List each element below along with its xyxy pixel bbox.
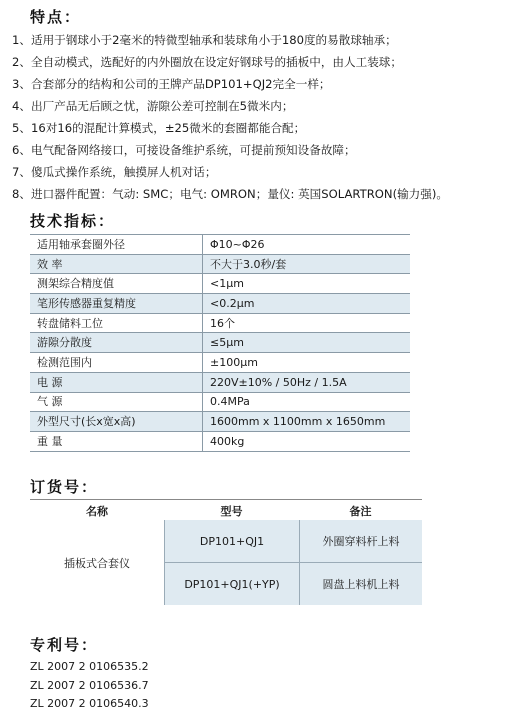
spec-value: 400kg — [203, 431, 411, 451]
spec-key: 气 源 — [30, 392, 203, 412]
spec-value: 1600mm x 1100mm x 1650mm — [203, 412, 411, 432]
spec-key: 检测范围内 — [30, 353, 203, 373]
spec-row — [30, 254, 410, 274]
patent-number: ZL 2007 2 0106540.3 — [30, 697, 149, 710]
feature-item: 1、适用于钢球小于2毫米的特微型轴承和装球角小于180度的易散球轴承； — [12, 33, 397, 47]
feature-item: 6、电气配备网络接口，可接设备维护系统，可提前预知设备故障； — [12, 143, 356, 157]
feature-item: 8、进口器件配置：气动: SMC；电气: OMRON；量仪: 英国SOLARTRON(输力强)。 — [12, 187, 448, 201]
feature-item: 7、傻瓜式操作系统，触摸屏人机对话； — [12, 165, 217, 179]
spec-row — [30, 274, 410, 294]
patent-number: ZL 2007 2 0106535.2 — [30, 660, 149, 673]
spec-key: 适用轴承套圈外径 — [30, 235, 203, 255]
spec-value: 0.4MPa — [203, 392, 411, 412]
order-model: DP101+QJ1(+YP) — [165, 563, 299, 605]
spec-value: Φ10~Φ26 — [203, 235, 411, 255]
spec-row — [30, 431, 410, 451]
specs-title: 技术指标： — [30, 212, 116, 230]
feature-item: 5、16对16的混配计算模式，±25微米的套圈都能合配； — [12, 121, 306, 135]
patents-list — [30, 658, 149, 714]
spec-key: 外型尺寸(长x宽x高) — [30, 412, 203, 432]
features-title: 特点： — [30, 8, 82, 26]
spec-row — [30, 313, 410, 333]
order-product-name: 插板式合套仪 — [30, 520, 164, 605]
spec-key: 重 量 — [30, 431, 203, 451]
spec-value: <1μm — [203, 274, 411, 294]
features-list — [12, 29, 517, 205]
spec-key: 转盘储料工位 — [30, 313, 203, 333]
order-title: 订货号： — [30, 478, 99, 496]
order-body — [30, 520, 422, 605]
spec-value: 220V±10% / 50Hz / 1.5A — [203, 372, 411, 392]
order-header-note: 备注 — [349, 505, 372, 518]
spec-row — [30, 353, 410, 373]
spec-row — [30, 235, 410, 255]
spec-value: 不大于3.0秒/套 — [203, 254, 411, 274]
feature-item: 4、出厂产品无后顾之忧，游隙公差可控制在5微米内； — [12, 99, 294, 113]
spec-row — [30, 372, 410, 392]
spec-value: <0.2μm — [203, 294, 411, 314]
feature-item: 2、全自动模式，选配好的内外圈放在设定好钢球号的插板中，由人工装球； — [12, 55, 402, 69]
spec-row — [30, 333, 410, 353]
order-header — [30, 499, 422, 521]
order-header-model: 型号 — [220, 505, 243, 518]
feature-item: 3、合套部分的结构和公司的王牌产品DP101+QJ2完全一样； — [12, 77, 331, 91]
order-note: 圆盘上料机上料 — [300, 563, 422, 605]
patent-number: ZL 2007 2 0106536.7 — [30, 678, 149, 692]
order-header-name: 名称 — [86, 505, 108, 518]
spec-key: 效 率 — [30, 254, 203, 274]
patents-title: 专利号： — [30, 636, 99, 654]
spec-key: 笔形传感器重复精度 — [30, 294, 203, 314]
spec-row — [30, 294, 410, 314]
spec-row — [30, 392, 410, 412]
spec-key: 游隙分散度 — [30, 333, 203, 353]
specs-table — [30, 234, 410, 452]
order-divider — [165, 562, 422, 563]
spec-value: ≤5μm — [203, 333, 411, 353]
spec-key: 测架综合精度值 — [30, 274, 203, 294]
order-table — [30, 499, 422, 605]
order-note: 外圈穿料杆上料 — [300, 520, 422, 562]
spec-value: ±100μm — [203, 353, 411, 373]
spec-value: 16个 — [203, 313, 411, 333]
spec-key: 电 源 — [30, 372, 203, 392]
spec-row — [30, 412, 410, 432]
order-model: DP101+QJ1 — [165, 520, 299, 562]
